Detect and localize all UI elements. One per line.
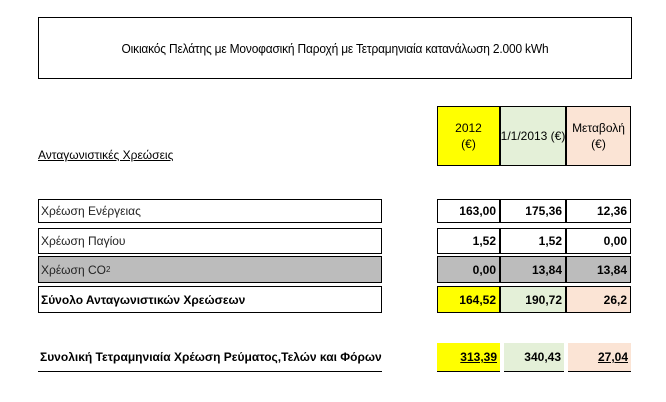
cell-fixed-2013: 1,52: [500, 228, 566, 254]
cell-subtotal-2013: 190,72: [500, 286, 566, 313]
column-header-change-line2: (€): [591, 137, 606, 151]
row-label-energy: Χρέωση Ενέργειας: [38, 199, 382, 223]
cell-co2-2012: 0,00: [437, 256, 500, 283]
column-header-change: [566, 106, 631, 166]
cell-grand-total-2013: 340,43: [504, 343, 564, 372]
column-header-2012-line1: 2012: [455, 121, 482, 135]
column-header-2013: [500, 106, 566, 166]
row-label-subtotal: Σύνολο Ανταγωνιστικών Χρεώσεων: [38, 286, 382, 313]
column-header-2012-line2: (€): [461, 137, 476, 151]
row-label-co2: [38, 256, 382, 283]
row-label-fixed: Χρέωση Παγίου: [38, 228, 382, 254]
page-title: Οικιακός Πελάτης με Μονοφασική Παροχή με Τετραμηνιαία κατανάλωση 2.000 kWh: [121, 40, 549, 56]
cell-subtotal-2012: 164,52: [437, 286, 500, 313]
cell-fixed-change: 0,00: [566, 228, 631, 254]
row-label-co2-subscript: 2: [105, 265, 111, 274]
cell-co2-2013: 13,84: [500, 256, 566, 283]
cell-fixed-2012: 1,52: [437, 228, 500, 254]
section-heading: Ανταγωνιστικές Χρεώσεις: [38, 148, 174, 162]
row-label-co2-text: Χρέωση CO: [41, 262, 106, 277]
column-header-2013-line1: 1/1/2013 (€): [500, 129, 566, 143]
cell-energy-2012: 163,00: [437, 199, 500, 223]
cell-energy-2013: 175,36: [500, 199, 566, 223]
title-box: [38, 17, 632, 79]
column-header-change-line1: Μεταβολή: [572, 121, 625, 135]
cell-subtotal-change: 26,2: [566, 286, 631, 313]
row-label-grand-total: Συνολική Τετραμηνιαία Χρέωση Ρεύματος,Τελών και Φόρων: [38, 343, 382, 372]
cell-grand-total-change: 27,04: [568, 343, 631, 372]
column-header-2012: [437, 106, 500, 166]
cell-co2-change: 13,84: [566, 256, 631, 283]
cell-grand-total-2012: 313,39: [437, 343, 500, 372]
cell-energy-change: 12,36: [566, 199, 631, 223]
